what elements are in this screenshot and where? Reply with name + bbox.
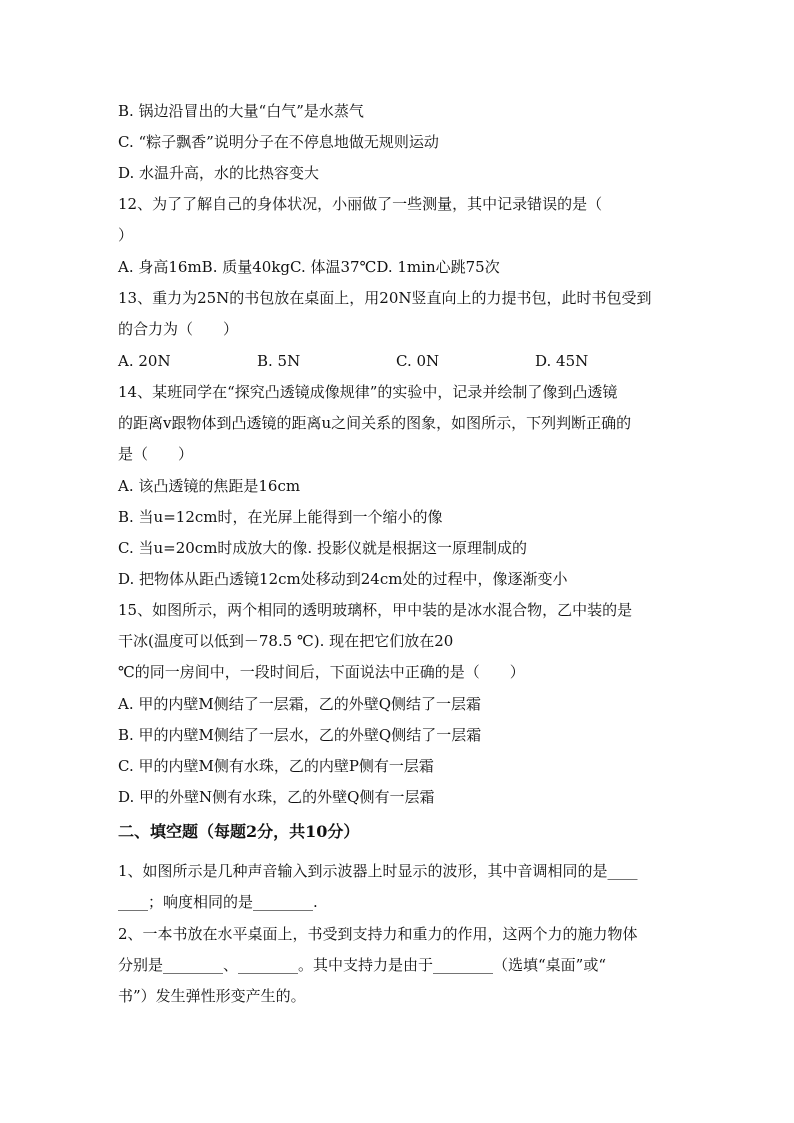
q14-option-d: D. 把物体从距凸透镜12cm处移动到24cm处的过程中，像逐渐变小 (118, 570, 568, 588)
q13-option-b: B. 5N (257, 352, 301, 370)
q13-stem: 13、重力为25N的书包放在桌面上，用20N竖直向上的力提书包，此时书包受到 (118, 289, 652, 307)
fill-q2-line3: 书”）发生弹性形变产生的。 (118, 987, 306, 1005)
q15-option-d: D. 甲的外壁N侧有水珠，乙的外壁Q侧有一层霜 (118, 788, 435, 806)
q14-option-c: C. 当u=20cm时成放大的像. 投影仪就是根据这一原理制成的 (118, 539, 527, 557)
q14-option-b: B. 当u=12cm时，在光屏上能得到一个缩小的像 (118, 508, 443, 526)
fill-q1-line1: 1、如图所示是几种声音输入到示波器上时显示的波形，其中音调相同的是____ (118, 862, 638, 880)
q15-stem-cont1: 干冰(温度可以低到－78.5 ℃). 现在把它们放在20 (118, 632, 454, 650)
q13-option-d: D. 45N (535, 352, 589, 370)
q12-stem: 12、为了了解自己的身体状况，小丽做了一些测量，其中记录错误的是（ (118, 195, 603, 213)
q15-option-b: B. 甲的内壁M侧结了一层水，乙的外壁Q侧结了一层霜 (118, 726, 482, 744)
q14-stem-cont1: 的距离v跟物体到凸透镜的距离u之间关系的图象，如图所示，下列判断正确的 (118, 414, 632, 432)
section-heading: 二、填空题（每题2分，共10分） (118, 822, 360, 841)
q14-option-a: A. 该凸透镜的焦距是16cm (118, 477, 301, 495)
q12-stem-cont: ） (118, 226, 134, 244)
q13-stem-cont: 的合力为（ ） (118, 320, 239, 338)
q15-stem-cont2: ℃的同一房间中，一段时间后，下面说法中正确的是（ ） (118, 663, 525, 681)
fill-q2-line2: 分别是________、________。其中支持力是由于________（选填“桌面”或“ (118, 956, 607, 974)
q11-option-d: D. 水温升高，水的比热容变大 (118, 164, 320, 182)
q13-option-a: A. 20N (118, 352, 171, 370)
fill-q1-line2: ____；响度相同的是________. (118, 893, 318, 911)
q11-option-b: B. 锅边沿冒出的大量“白气”是水蒸气 (118, 102, 364, 120)
q13-option-c: C. 0N (396, 352, 440, 370)
q15-option-a: A. 甲的内壁M侧结了一层霜，乙的外壁Q侧结了一层霜 (118, 695, 482, 713)
fill-q2-line1: 2、一本书放在水平桌面上，书受到支持力和重力的作用，这两个力的施力物体 (118, 925, 638, 943)
q14-stem: 14、某班同学在“探究凸透镜成像规律”的实验中，记录并绘制了像到凸透镜 (118, 383, 618, 401)
q12-options: A. 身高16mB. 质量40kgC. 体温37℃D. 1min心跳75次 (118, 258, 500, 276)
q14-stem-cont2: 是（ ） (118, 445, 194, 463)
q15-stem: 15、如图所示，两个相同的透明玻璃杯，甲中装的是冰水混合物，乙中装的是 (118, 601, 633, 619)
q11-option-c: C. “粽子飘香”说明分子在不停息地做无规则运动 (118, 133, 439, 151)
q15-option-c: C. 甲的内壁M侧有水珠，乙的内壁P侧有一层霜 (118, 757, 434, 775)
